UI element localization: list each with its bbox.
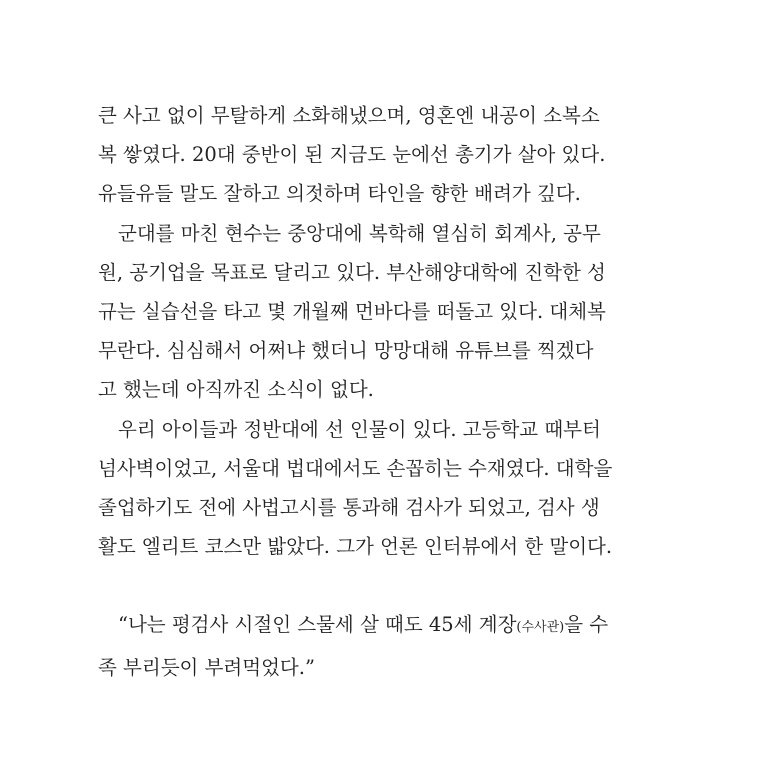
text-line: 활도 엘리트 코스만 밟았다. 그가 언론 인터뷰에서 한 말이다. (98, 535, 613, 559)
quote-line (98, 605, 638, 647)
quote-text: “나는 평검사 시절인 스물세 살 때도 45세 계장 (118, 613, 517, 637)
text-line: 유들유들 말도 잘하고 의젓하며 타인을 향한 배려가 깊다. (98, 182, 581, 206)
text-line: 졸업하기도 전에 사법고시를 통과해 검사가 되었고, 검사 생 (98, 496, 600, 520)
paragraph-1 (98, 96, 638, 214)
quote-annotation: (수사관) (516, 620, 565, 636)
text-line: 무란다. 심심해서 어쩌냐 했더니 망망대해 유튜브를 찍겠다 (98, 339, 594, 363)
document-body (98, 96, 638, 687)
text-line: 넘사벽이었고, 서울대 법대에서도 손꼽히는 수재였다. 대학을 (98, 456, 613, 480)
quote-text: 을 수 (564, 613, 609, 637)
text-line: 우리 아이들과 정반대에 선 인물이 있다. 고등학교 때부터 (118, 417, 601, 441)
text-line: 규는 실습선을 타고 몇 개월째 먼바다를 떠돌고 있다. 대체복 (98, 300, 606, 324)
quote-paragraph (98, 605, 638, 686)
text-line: 군대를 마친 현수는 중앙대에 복학해 열심히 회계사, 공무 (118, 221, 601, 245)
text-line: 큰 사고 없이 무탈하게 소화해냈으며, 영혼엔 내공이 소복소 (98, 104, 600, 127)
text-line: 복 쌓였다. 20대 중반이 된 지금도 눈에선 총기가 살아 있다. (98, 143, 606, 167)
text-line: 고 했는데 아직까진 소식이 없다. (98, 378, 374, 402)
text-line: 원, 공기업을 목표로 달리고 있다. 부산해양대학에 진학한 성 (98, 260, 606, 284)
paragraph-gap (98, 566, 638, 605)
quote-line: 족 부리듯이 부려먹었다.” (98, 655, 315, 679)
paragraph-2 (98, 214, 638, 410)
paragraph-3 (98, 410, 638, 567)
